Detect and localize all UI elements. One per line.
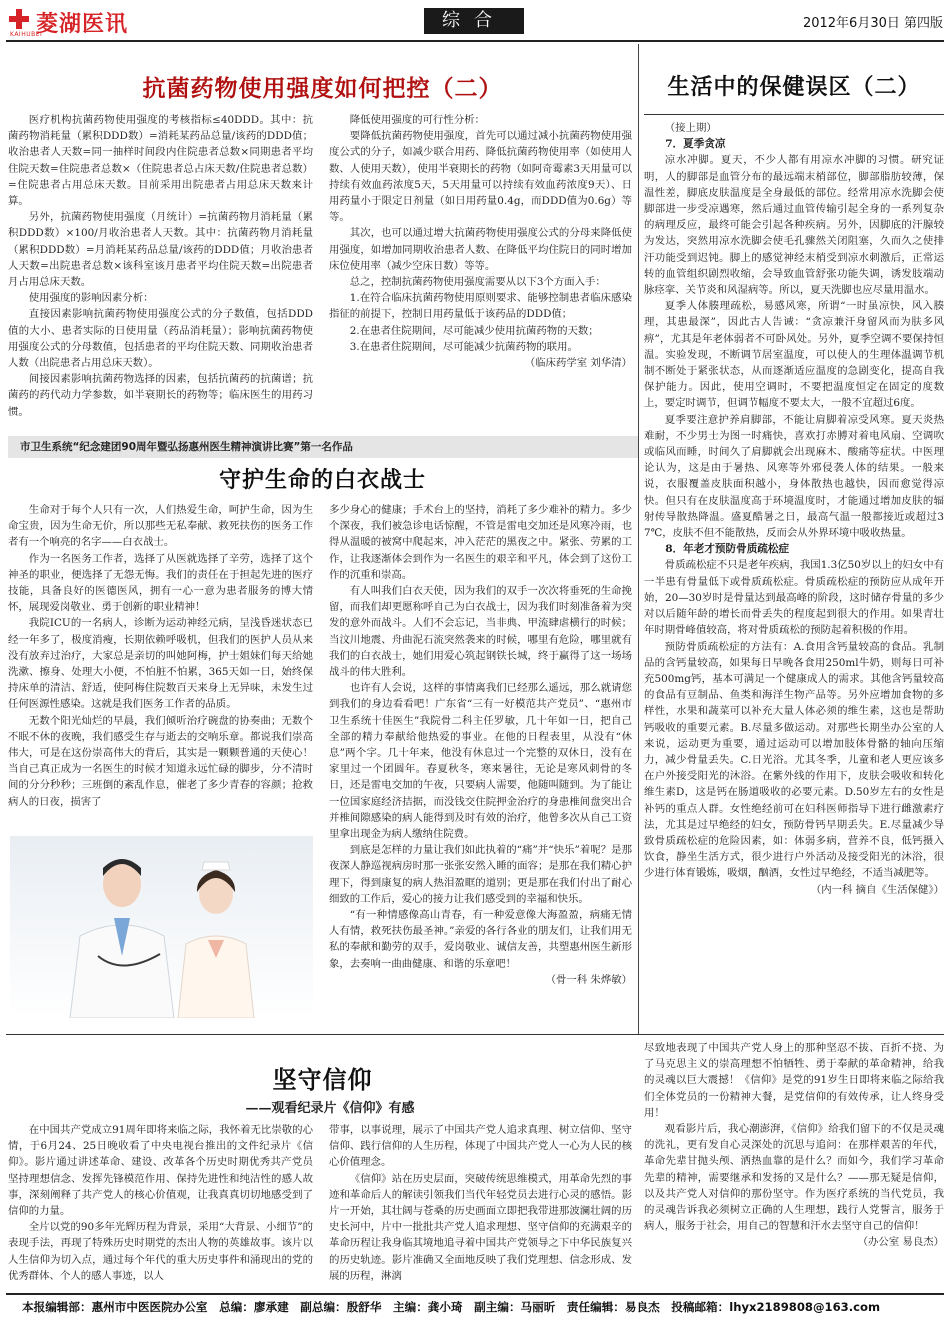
article-2-paragraph: 我院ICU的一名病人，诊断为运动神经元病，呈浅昏迷状态已经一年多了，极度消瘦，长期依赖呼吸机，但我们的医护人员从来没有放弃过治疗，大家总是亲切的叫她阿梅，护士姐妹们每天给她洗漱、擦身、处理大小便，不怕脏不怕累，365天如一日，始终保持床单的清洁、舒适，使阿梅住院数百天来身上无异味，未发生过任何医源性感染。这就是我们医务工作者的品质。 [8, 617, 313, 711]
article-1-list-item: 2.在患者住院期间，尽可能减少使用抗菌药物的天数； [349, 324, 599, 337]
column-divider [638, 44, 639, 1034]
article-3-title: 生活中的保健误区（二） [667, 74, 921, 100]
doctor-nurse-illustration-icon [10, 836, 313, 1018]
article-1-paragraph: 另外，抗菌药物使用强度（月统计）=抗菌药物月消耗量（累积DDD数）×100/月收治患者人天数。其中：抗菌药物月消耗量（累积DDD数）=月消耗某药品总量/该药的DDD值；月收治患者人天数=出院患者总数×该科室该月患者平均住院天数=出院患者月占用总床天数。 [8, 211, 313, 289]
article-4-paragraph: 尽致地表现了中国共产党人身上的那种坚忍不拔、百折不挠、为了马克思主义的崇高理想不怕牺牲、勇于奉献的革命精神，给我的灵魂以巨大震撼！《信仰》是党的91岁生日即将来临之际给我们全体党员的一份精神大餐，是党信仰的有效传承，让人终身受用！ [644, 1042, 944, 1119]
article-1-list-item: 3.在患者住院期间，尽可能减少抗菌药物的联用。 [349, 340, 578, 353]
article-4-subtitle: ——观看纪录片《信仰》有感 [245, 1101, 415, 1116]
footer-credits: 本报编辑部：惠州市中医医院办公室 总编：廖承建 副总编：殷舒华 主编：龚小琦 副主编：马丽昕 责任编辑：易良杰 投稿邮箱：lhyx2189808@163.com [22, 1300, 881, 1314]
article-2-col-2 [329, 502, 632, 988]
article-3-continued: （接上期） [664, 122, 717, 134]
date-line: 2012年6月30日 第四版 [802, 16, 943, 31]
article-3-paragraph: 预防骨质疏松症的方法有：A.食用含钙量较高的食品。乳制品的含钙量较高，如果每日早晚各食用250ml牛奶，则每日可补充500mg钙，基本可满足一个健康成人的需求。其他含钙量较高的食品有豆制品、鱼类和海洋生物产品等。另外应增加食物的多样性，水果和蔬菜可以补充大量人体必须的维生素，这也是帮助钙吸收的重要元素。B.尽量多做运动。对那些长期坐办公室的人来说，运动更为重要，通过运动可以增加肢体骨骼的轴向压缩力，减少骨量丢失。C.日光浴。尤其冬季，儿童和老人更应该多在户外接受阳光的沐浴。在紫外线的作用下，皮肤会吸收和转化维生素D，这是钙在肠道吸收的必要元素。D.50岁左右的女性是补钙的重点人群。女性绝经前可在妇科医师指导下进行雌激素疗法，尤其是过早绝经的妇女，预防骨钙早期丢失。E.尽量减少导致骨质疏松症的危险因素，如：体弱多病，营养不良，低钙摄入饮食，静坐生活方式，很少进行户外活动及接受阳光的沐浴，很少进行体育锻炼，吸烟，酗酒，女性过早绝经，不适当减肥等。 [644, 640, 944, 880]
article-4-paragraph: 带事，以事说理，展示了中国共产党人追求真理、树立信仰、坚守信仰、践行信仰的人生历程，体现了中国共产党人一心为人民的核心价值理念。 [329, 1124, 632, 1169]
article-1-paragraph: 总之，控制抗菌药物使用强度需要从以下3个方面入手： [349, 276, 606, 289]
article-1-col-1 [8, 112, 313, 420]
article-3-paragraph: 夏季人体腠理疏松，易感风寒，所谓“一时虽凉快，风入腠理，其患最深”，因此古人告诫：“贪凉兼汗身留风而为肤多风痹”，尤其是年老体弱者不可卧风处。另外，夏季空调不要保持恒温。实验发现，不断调节居室温度，可以使人的生理体温调节机制不断处于紧张状态，从而逐渐适应温度的急剧变化，提高自我保护能力。因此，使用空调时，不要把温度恒定在固定的度数上，要定时调节，但调节幅度不要太大，一般不宜超过6度。 [644, 300, 944, 410]
article-4-paragraph: 《信仰》站在历史层面，突破传统思维模式，用革命先烈的事迹和革命后人的解读引领我们当代年轻党员去进行心灵的感悟。影片一开始，其壮阔与苍桑的历史画面立即把我带进那波澜壮阔的历史长河中，片中一批批共产党人追求理想、坚守信仰的充满艰辛的革命历程让我身临其境地追寻着中国共产党领导之下中华民族复兴的历史轨迹。影片准确又全面地反映了我们党理想、信念形成、发展的历程，淋漓 [329, 1172, 632, 1282]
article-2-paragraph: 多少身心的健康；手术台上的坚持，消耗了多少难补的精力。多少个深夜，我们被急诊电话惊醒，不管是雷电交加还是风寒冷雨，也得从温暖的被窝中爬起来，冲入茫茫的黑夜之中。紧张、劳累的工作，让我逐渐体会到作为一名医生的艰辛和平凡，体会到了这份工作的沉重和崇高。 [329, 504, 632, 581]
article-3-paragraph: 凉水冲脚。夏天，不少人都有用凉水冲脚的习惯。研究证明，人的脚部是血管分布的最远端末梢部位，脚部脂肪较薄，保温性差，脚底皮肤温度是全身最低的部位。经常用凉水洗脚会使脚部进一步受凉遇寒，然后通过血管传输引起全身的一系列复杂的病理反应，最终可能会引起各种疾病。另外，因脚底的汗腺较为发达，突然用凉水洗脚会使毛孔骤然关闭阻塞，久而久之使排汗功能受到迟钝。脚上的感觉神经末梢受到凉水刺激后，正常运转的血管组织剧烈收缩，会导致血管舒张功能失调，诱发肢端动脉痉挛、关节炎和风湿病等。所以，夏天洗脚也应尽量用温水。 [644, 154, 944, 297]
article-1-paragraph: 医疗机构抗菌药物使用强度的考核指标≤40DDD。其中：抗菌药物消耗量（累积DDD数）=消耗某药品总量/该药的DDD值；收治患者人天数=同一抽样时间段内住院患者总数×同期患者平均住院天数=住院患者总数×（住院患者总占床天数/住院患者总数）=住院患者占用总床天数。目前采用出院患者占用总床天数来计算。 [8, 114, 313, 208]
article-4-paragraph: 观看影片后，我心潮澎湃，《信仰》给我们留下的不仅是灵魂的洗礼，更有发自心灵深处的沉思与追问：在那样艰苦的年代，革命先辈甘抛头颅、洒热血靠的是什么？而如今，我们学习革命先辈的精神，需要继承和发扬的又是什么？——那无疑是信仰，以及共产党人对信仰的那份坚守。作为医疗系统的当代党员，我的灵魂告诉我必须树立正确的人生理想，践行人党誓言，服务于病人，服务于社会，用自己的智慧和汗水去坚守自己的信仰！ [644, 1123, 944, 1233]
doctor-nurse-photo [10, 836, 313, 1018]
cross-logo-icon [8, 8, 30, 30]
article-2-signature: （骨一科 朱烨敏） [545, 973, 632, 986]
footer-rule [6, 1293, 944, 1295]
logo-subtitle: KAIHUBEI [10, 31, 43, 38]
article-4-paragraph: 在中国共产党成立91周年即将来临之际，我怀着无比崇敬的心情，于6月24、25日晚收看了中央电视台推出的文件纪录片《信仰》。影片通过讲述革命、建设、改革各个历史时期优秀共产党员坚持理想信念、发挥先锋模范作用、保持先进性和纯洁性的感人故事，深刻阐释了共产党人的核心价值观，让我真真切切地感受到了信仰的力量。 [8, 1124, 313, 1218]
article-1-title: 抗菌药物使用强度如何把控（二） [142, 75, 503, 102]
article-4-col-2 [329, 1122, 632, 1284]
masthead [0, 0, 950, 40]
article-2-paragraph: 也许有人会说，这样的事情离我们已经那么遥远，那么就请您到我们的身边看看吧！广东省“三有一好模范共产党员”、“惠州市卫生系统十佳医生”我院骨二科主任罗敏，几十年如一日，把自己全部的精力奉献给他热爱的事业。在他的日程表里，从没有“休息”两个字。几十年来，他没有休息过一个完整的双休日，没有在家里过一个团圆年。春夏秋冬，寒来暑往，无论是寒风刺骨的冬日，还是雷电交加的午夜，只要病人需要，他随叫随到。为了能让一位国家庭经济拮据，而没钱交住院押金治疗的身患椎间盘突出合并椎间隙感染的病人能得到及时有效的治疗，他曾多次从自己工资里拿出现金为病人缴纳住院费。 [329, 682, 632, 841]
article-4-col-1 [8, 1122, 313, 1284]
article-3-body [644, 120, 944, 898]
article-1-list-item: 1.在符合临床抗菌药物使用原则要求、能够控制患者临床感染指征的前提下，控制日用药量低于该药品的DDD值； [329, 292, 632, 321]
logo [8, 6, 158, 38]
logo-title: 菱湖医讯 [36, 12, 129, 37]
article-3-paragraph: 骨质疏松症不只是老年疾病，我国1.3亿50岁以上的妇女中有一半患有骨量低下或骨质疏松症。骨质疏松症的预防应从成年开始，20—30岁时是骨量达到最高峰的阶段，这时储存骨量的多少对以后随年龄的增长而骨丢失的程度起到很大的作用。如果青壮年时期骨峰值较高，将对骨质疏松的预防起着积极的作用。 [644, 559, 944, 637]
article-3-subhead: 8．年老才预防骨质疏松症 [665, 543, 790, 556]
article-2-paragraph: 作为一名医务工作者，选择了从医就选择了辛劳，选择了这个神圣的职业，便选择了无怨无悔。我们的责任在于担起先进的医疗技能，具备良好的医德医风，拥有一心一意为患者服务的博大情怀，展现爱岗敬业、勇于创新的职业精神！ [8, 552, 313, 614]
section-rule [6, 1034, 944, 1035]
article-2-paragraph: “有一种情感像高山青春，有一种爱意像大海盈盈，病痛无情人有情，救死扶伤最圣神。”亲爱的各行各业的朋友们，让我们用无私的奉献和勤劳的双手，爱岗敬业、诚信友善，共塑惠州医生新形象，去奏响一曲曲健康、和谐的乐章吧！ [329, 909, 632, 970]
article-4-title: 坚守信仰 [272, 1065, 373, 1094]
article-2-title: 守护生命的白衣战士 [218, 467, 426, 493]
article-1-signature: （临床药学室 刘华清） [524, 357, 632, 370]
section-tab: 综合 [424, 8, 524, 34]
article-3-paragraph: 夏季要注意护养肩脚部，不能让肩脚着凉受风寒。夏天炎热难耐，不少男士为图一时痛快，喜欢打赤膊对着电风扇、空调吹或临风而睡，时间久了肩脚就会出现麻木、酸痛等症状。中医理论认为，这是由于暑热、风寒等外邪侵袭人体的结果。一般来说，衣服覆盖皮肤面积越小，身体散热也越快，因而愈觉得凉快。但只有在皮肤温度高于环境温度时，才能通过增加皮肤的辐射传导散热降温。盛夏酷暑之日，最高气温一般都接近或超过37℃，皮肤不但不能散热，反而会从外界环境中吸收热量。 [644, 413, 944, 540]
article-4-paragraph: 全片以党的90多年光辉历程为背景，采用“大背景、小细节”的表现手法，再现了特殊历史时期党的杰出人物的英雄故事。该片以人生信仰为切入点，通过每个年代的重大历史事件和涌现出的党的优秀群体、个人的感人事迹，以人 [8, 1221, 313, 1282]
article-2-paragraph: 生命对于每个人只有一次，人们热爱生命，呵护生命，因为生命宝贵，因为生命无价，所以那些无私奉献、救死扶伤的医务工作者有一个响亮的名字——白衣战士。 [8, 504, 313, 549]
article-1-paragraph: 直接因素影响抗菌药物使用强度公式的分子数值，包括DDD值的大小、患者实际的日使用量（药品消耗量）；影响抗菌药物使用强度公式的分母数值，包括患者的平均住院天数、同期收治患者人数（出院患者占用总床天数）。 [8, 308, 313, 370]
article-2-paragraph: 有人叫我们白衣天使，因为我们的双手一次次将垂死的生命挽留，而我们却更愿称呼自己为白衣战士，因为我们时刻准备着为突发的意外而战斗。人们不会忘记，当非典、甲流肆虐横行的时候；当汶川地震、舟曲泥石流突然袭来的时候，哪里有危险，哪里就有我们的白衣战士，她们用爱心筑起钢铁长城，终于赢得了这一场场战斗的伟大胜利。 [329, 585, 632, 679]
article-3-signature: （内一科 摘自《生活保健》） [810, 883, 944, 896]
article-2-col-1 [8, 502, 313, 810]
article-3-title-rule [644, 114, 944, 115]
article-1-paragraph: 其次，也可以通过增大抗菌药物使用强度公式的分母来降低使用强度，如增加同期收治患者人数、在降低平均住院日的同时增加床位使用率（减少空床日数）等等。 [329, 227, 632, 272]
article-1-paragraph: 降低使用强度的可行性分析： [349, 114, 485, 126]
article-4-signature: （办公室 易良杰） [857, 1236, 944, 1249]
article-1-paragraph: 使用强度的影响因素分析： [28, 292, 154, 305]
article-4-col-3 [644, 1040, 944, 1251]
article-3-subhead: 7．夏季贪凉 [665, 138, 726, 151]
article-2-banner: 市卫生系统“纪念建团90周年暨弘扬惠州医生精神演讲比赛”第一名作品 [8, 436, 638, 458]
article-2-paragraph: 到底是怎样的力量让我们如此执着的“痛”并“快乐”着呢？是那夜深人静巡视病房时那一张张安然入睡的面容；是那在我们精心护理下，得到康复的病人热泪盈眶的道别；更是那在我们付出了耐心细致的工作后，爱心的接力让我们感受到的幸福和快乐。 [329, 844, 632, 905]
article-1-paragraph: 要降低抗菌药物使用强度，首先可以通过减小抗菌药物使用强度公式的分子，如减少联合用药、降低抗菌药物使用率（如使用人数、人使用天数），使用半衰期长的药物（如阿奇霉素3天用量可以持续有效血药浓度5天，5天用量可以持续有效血药浓度9天）、日用药量小于限定日剂量（如日用药量0.4g，而DDD值为0.6g）等等。 [329, 130, 632, 224]
article-2-paragraph: 无数个阳光灿烂的早晨，我们倾听治疗碗盘的协奏曲；无数个不眠不休的夜晚，我们感受生存与逝去的交响乐章。都说我们崇高伟大，可是在这份崇高伟大的背后，其实是一颗颗普通的天使心！当自己真正成为一名医生的时候才知道永远忙碌的脚步，分不清时间的分分秒秒；三班倒的紊乱作息，催老了多少青春的容颜；抢救病人的日夜，损害了 [8, 714, 313, 808]
top-rule [6, 40, 944, 42]
article-1-paragraph: 间接因素影响抗菌药物选择的因素，包括抗菌药的抗菌谱；抗菌药的药代动力学参数，如半衰期长的药物等；临床医生的用药习惯。 [8, 373, 313, 418]
article-1-col-2 [329, 112, 632, 371]
